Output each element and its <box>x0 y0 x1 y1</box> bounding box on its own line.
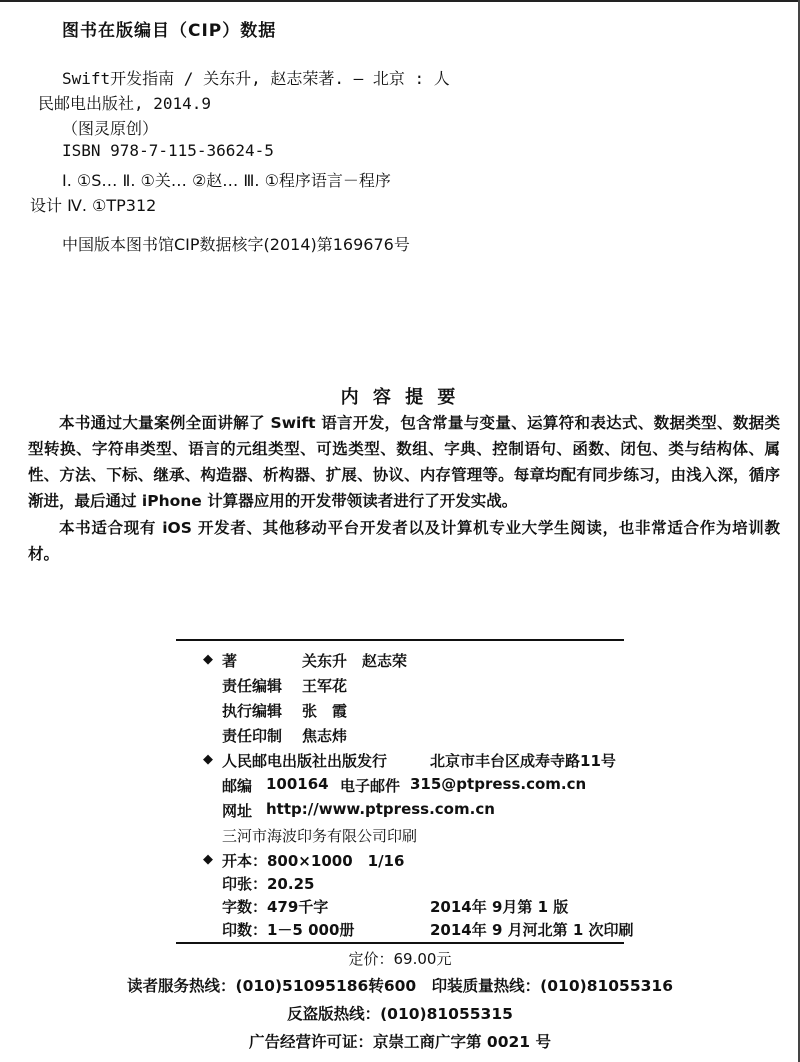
email-value: 315@ptpress.com.cn <box>410 775 587 793</box>
print-label: 责任印制 <box>222 727 283 745</box>
cip-line-1: Swift开发指南 / 关东升, 赵志荣著. — 北京 : 人 <box>62 69 450 88</box>
website-label: 网址 <box>222 802 253 820</box>
postcode-label: 邮编 <box>222 777 253 795</box>
edition: 2014年 9月第 1 版 <box>430 898 569 916</box>
cip-isbn: ISBN 978-7-115-36624-5 <box>62 141 274 160</box>
publisher: 人民邮电出版社出版发行 <box>222 752 388 770</box>
exec-editor-value: 张 霞 <box>302 702 348 720</box>
cip-classification-1: Ⅰ. ①S… Ⅱ. ①关… ②赵… Ⅲ. ①程序语言－程序 <box>62 171 391 190</box>
service-hotline: 读者服务热线：(010)51095186转600 印装质量热线：(010)81055316 <box>127 977 673 995</box>
publisher-address: 北京市丰台区成寿寺路11号 <box>430 752 616 770</box>
cip-line-3: （图灵原创） <box>62 119 159 138</box>
author-label: 著 <box>222 652 238 670</box>
cip-title: 图书在版编目（CIP）数据 <box>62 21 277 41</box>
summary-paragraph-1: 本书通过大量案例全面讲解了 Swift 语言开发，包含常量与变量、运算符和表达式、数据类型、数据类型转换、字符串类型、语言的元组类型、可选类型、数组、字典、控制语句、函数、闭包、类与结构体、属性、方法、下标、继承、构造器、析构器、扩展、协议、内存管理等。每章均配有同步练习，由浅入深，循序渐进，最后通过 iPhone 计算器应用的开发带领读者进行了开发实战。 <box>28 414 780 510</box>
cip-line-2: 民邮电出版社, 2014.9 <box>38 94 212 113</box>
editor-value: 王军花 <box>302 677 348 695</box>
advertising-license: 广告经营许可证：京崇工商广字第 0021 号 <box>249 1033 551 1051</box>
editor-label: 责任编辑 <box>222 677 283 695</box>
print-run: 印数：1－5 000册 <box>222 921 355 939</box>
print-value: 焦志炜 <box>302 727 348 745</box>
bullet-icon: ◆ <box>203 652 213 667</box>
page-top-border <box>0 0 800 2</box>
cip-number: 中国版本图书馆CIP数据核字(2014)第169676号 <box>62 235 410 254</box>
price: 定价：69.00元 <box>348 950 452 968</box>
author-value: 关东升 赵志荣 <box>302 652 408 670</box>
postcode-value: 100164 <box>266 775 329 793</box>
summary-heading: 内 容 提 要 <box>340 387 460 408</box>
printed-sheets: 印张：20.25 <box>222 875 315 893</box>
credits-top-rule <box>176 639 624 641</box>
word-count: 字数：479千字 <box>222 898 329 916</box>
book-format: 开本：800×1000 1/16 <box>222 852 405 870</box>
impression: 2014年 9 月河北第 1 次印刷 <box>430 921 634 939</box>
cip-classification-2: 设计 Ⅳ. ①TP312 <box>30 196 157 215</box>
bullet-icon: ◆ <box>203 752 213 767</box>
website-value: http://www.ptpress.com.cn <box>266 800 495 818</box>
summary-paragraph-2: 本书适合现有 iOS 开发者、其他移动平台开发者以及计算机专业大学生阅读，也非常适合作为培训教材。 <box>28 519 780 563</box>
anti-piracy-hotline: 反盗版热线：(010)81055315 <box>287 1005 513 1023</box>
email-label: 电子邮件 <box>340 777 401 795</box>
credits-bottom-rule <box>176 942 624 944</box>
bullet-icon: ◆ <box>203 852 213 867</box>
exec-editor-label: 执行编辑 <box>222 702 283 720</box>
printer: 三河市海波印务有限公司印刷 <box>222 827 418 845</box>
